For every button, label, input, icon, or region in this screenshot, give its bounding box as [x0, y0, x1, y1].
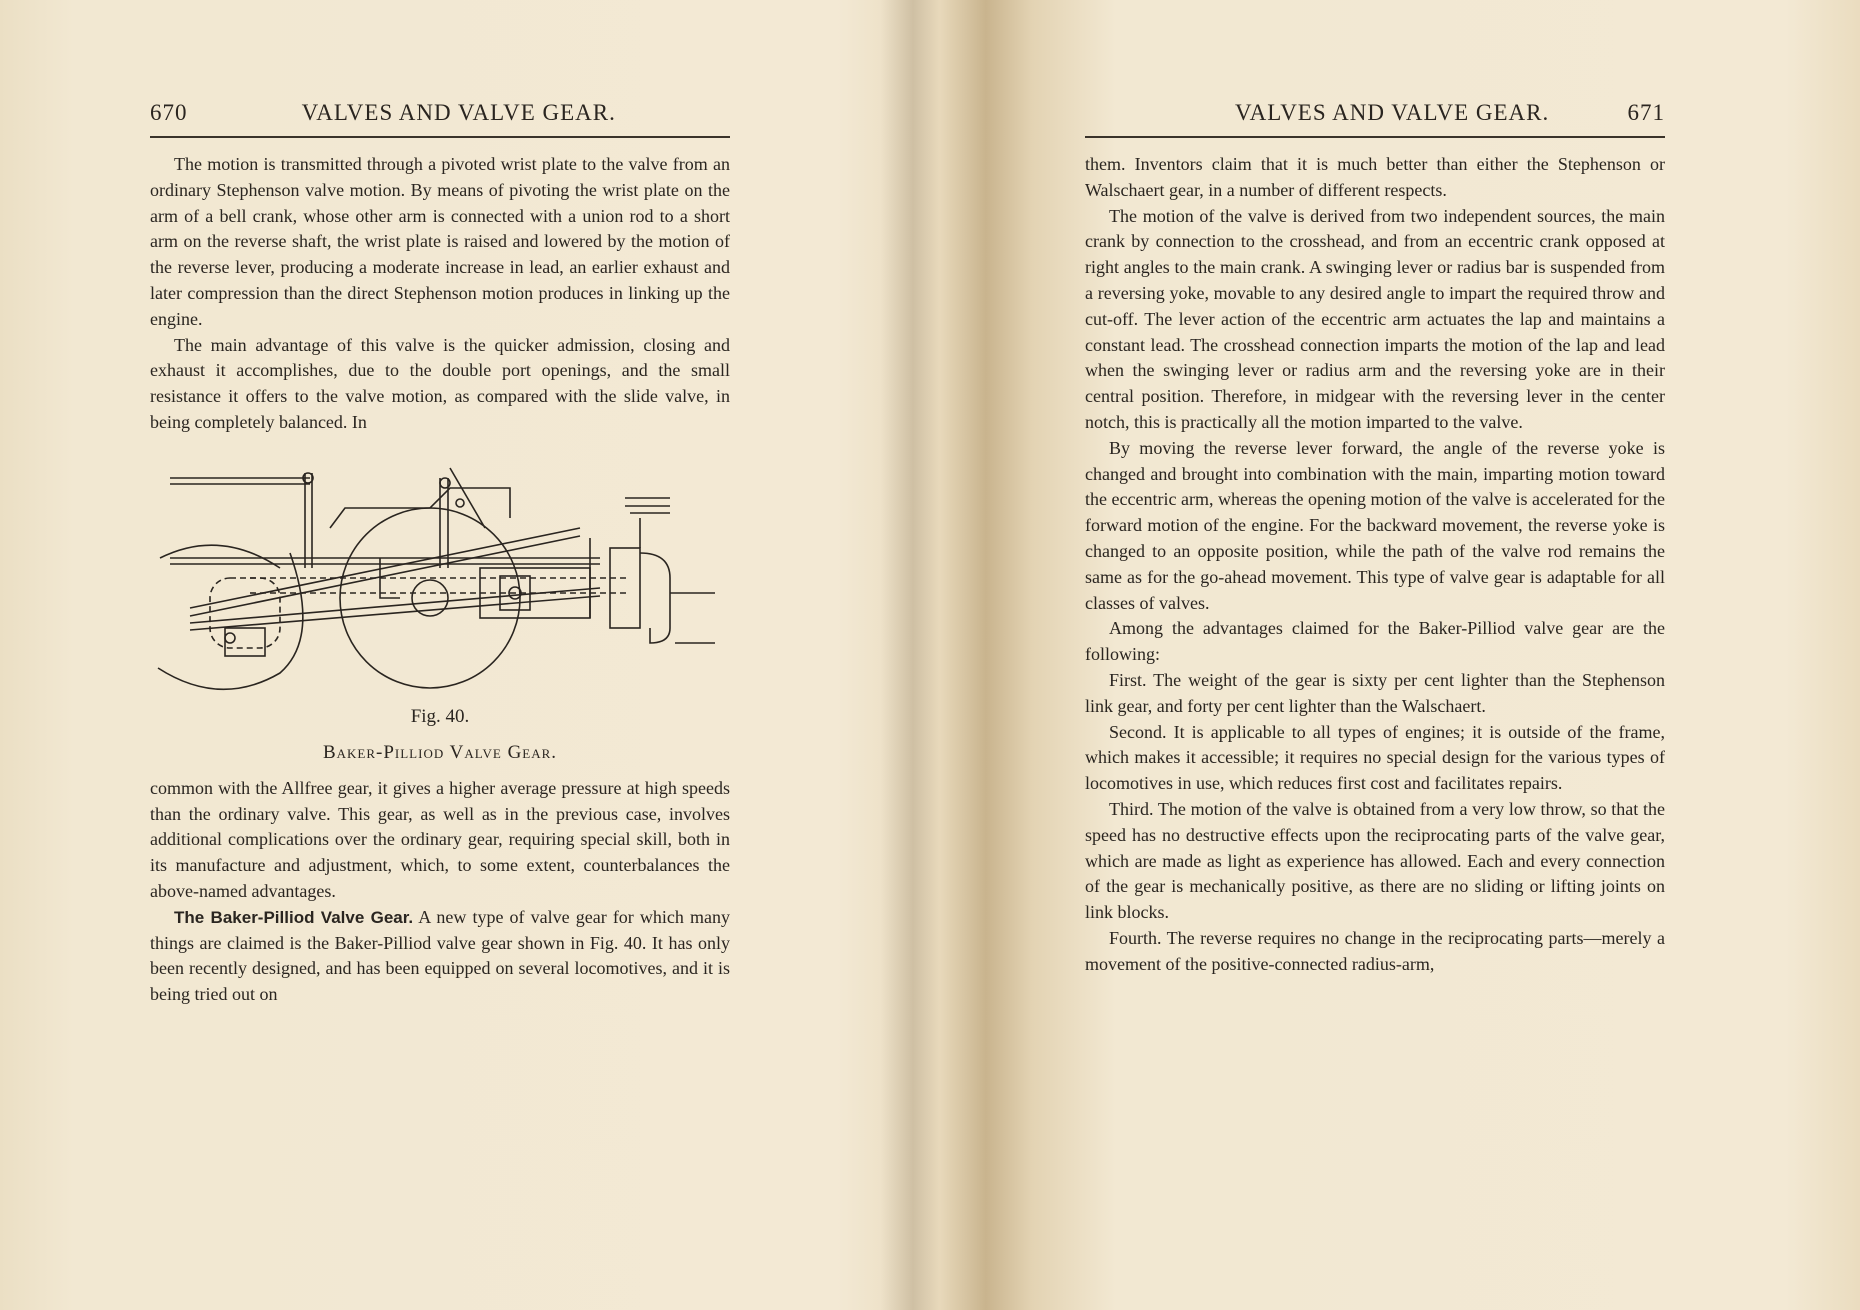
- driving-wheel: [340, 508, 520, 688]
- left-page: [150, 100, 730, 1008]
- right-paragraph-5: First. The weight of the gear is sixty per cent lighter than the Stephenson link gear, and forty per cent lighter than the Walschaert.: [1085, 669, 1665, 716]
- book-gutter: [880, 0, 940, 1310]
- section-text: A new type of valve gear for which many things are claimed is the Baker-Pilliod valve gear shown in Fig. 40. It has only been recently designed, and has been equipped on several locomotives, and it is being tried out on: [150, 906, 730, 1005]
- left-paragraph-1: The motion is transmitted through a pivoted wrist plate to the valve from an ordinary Stephenson valve motion. By means of pivoting the wrist plate on the arm of a bell crank, whose other arm is connected with a union rod to a short arm on the reverse shaft, the wrist plate is raised and lowered by the motion of the reverse lever, producing a moderate increase in lead, an earlier exhaust and later compression than the direct Stephenson motion produces in linking up the engine.: [150, 154, 730, 329]
- right-page-number: 671: [1627, 100, 1665, 125]
- left-section-paragraph: [150, 905, 730, 1008]
- left-running-head: [150, 100, 730, 138]
- right-paragraph-3: By moving the reverse lever forward, the angle of the reverse yoke is changed and brought into combination with the main, imparting motion toward the eccentric arm, whereas the opening motion of the valve is accelerated for the forward motion of the engine. For the backward movement, the reverse yoke is changed to an opposite position, while the path of the valve rod remains the same as for the go-ahead movement. This type of valve gear is adaptable for all classes of valves.: [1085, 437, 1665, 613]
- right-body: [1085, 152, 1665, 978]
- right-running-title: VALVES AND VALVE GEAR.: [1235, 100, 1550, 125]
- left-running-title: VALVES AND VALVE GEAR.: [301, 100, 616, 125]
- figure-caption: Baker-Pilliod Valve Gear.: [322, 741, 558, 763]
- figure-number: Fig. 40.: [410, 705, 470, 727]
- left-paragraph-3: common with the Allfree gear, it gives a higher average pressure at high speeds than the ordinary valve. This gear, as well as in the previous case, involves additional complications over the ordinary gear, requiring special skill, both in its manufacture and adjustment, which, to some extent, counterbalances the above-named advantages.: [150, 777, 730, 901]
- left-body: [150, 152, 730, 1008]
- right-running-head: [1085, 100, 1665, 138]
- right-paragraph-4: Among the advantages claimed for the Baker-Pilliod valve gear are the following:: [1085, 618, 1665, 665]
- front-wheel-arc: [158, 553, 303, 689]
- section-heading: The Baker-Pilliod Valve Gear.: [174, 907, 414, 927]
- right-paragraph-8: Fourth. The reverse requires no change in the reciprocating parts—merely a movement of the positive-connected radius-arm,: [1085, 927, 1665, 974]
- right-page: [1085, 100, 1665, 978]
- right-paragraph-7: Third. The motion of the valve is obtained from a very low throw, so that the speed has no destructive effects upon the reciprocating parts of the valve gear, which are made as light as experience has allowed. Each and every connection of the gear is mechanically positive, as there are no sliding or lifting joints on link blocks.: [1085, 798, 1665, 923]
- right-paragraph-2: The motion of the valve is derived from two independent sources, the main crank by connection to the crosshead, and from an eccentric crank opposed at right angles to the main crank. A swinging lever or radius bar is suspended from a reversing yoke, movable to any desired angle to impart the required throw and cut-off. The lever action of the eccentric arm actuates the lap and maintains a constant lead. The crosshead connection imparts the motion of the lap and lead when the swinging lever or radius arm and the reversing yoke are in their central position. Therefore, in midgear with the reversing lever in the center notch, this is practically all the motion imparted to the valve.: [1085, 205, 1665, 432]
- left-page-number: 670: [150, 100, 188, 125]
- right-paragraph-1: them. Inventors claim that it is much better than either the Stephenson or Walschaert gear, in a number of different respects.: [1085, 154, 1665, 200]
- right-paragraph-6: Second. It is applicable to all types of engines; it is outside of the frame, which makes it accessible; it requires no special design for the various types of locomotives in use, which reduces first cost and facilitates repairs.: [1085, 721, 1665, 794]
- left-paragraph-2: The main advantage of this valve is the quicker admission, closing and exhaust it accomplishes, due to the double port openings, and the small resistance it offers to the valve motion, as compared with the slide valve, in being completely balanced. In: [150, 334, 730, 432]
- valve-gear-diagram: [130, 458, 750, 698]
- figure-40: [150, 436, 730, 776]
